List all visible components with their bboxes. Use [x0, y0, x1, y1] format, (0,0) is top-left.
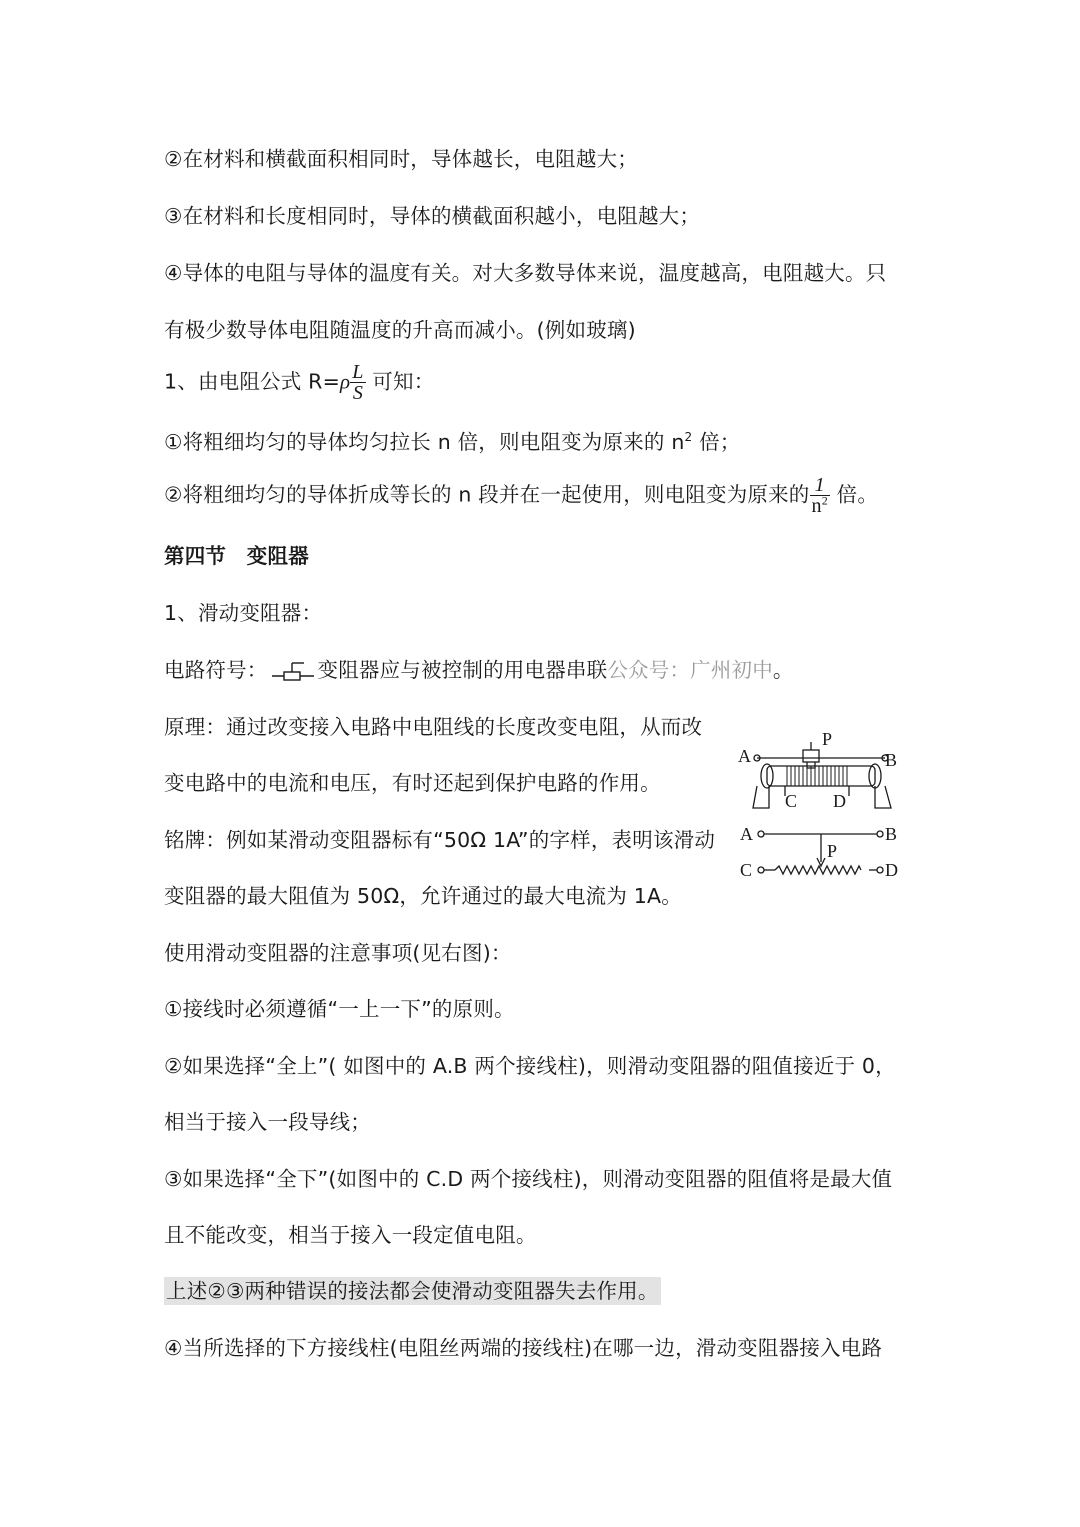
line7-den-sup: 2 [821, 493, 828, 508]
line7-den-n: n [811, 495, 822, 517]
text-line-11: 变电路中的电流和电压，有时还起到保护电路的作用。 [164, 771, 661, 795]
formula-fraction [350, 362, 365, 403]
section-heading: 第四节 变阻器 [164, 544, 309, 568]
text-line-21: ④当所选择的下方接线柱(电阻丝两端的接线柱)在哪一边，滑动变阻器接入电路 [164, 1336, 883, 1360]
resistance-formula-line [164, 362, 434, 403]
rheostat-drawing [753, 742, 891, 808]
watermark-text: 公众号：广州初中 [607, 658, 773, 682]
line7-numerator: 1 [810, 475, 830, 496]
text-line-16: ②如果选择“全上”( 如图中的 A.B 两个接线柱)，则滑动变阻器的阻值接近于 0， [164, 1054, 896, 1078]
fraction-denominator: S [352, 382, 364, 404]
schematic-label-a: A [740, 824, 753, 844]
rheostat-symbol-icon [272, 661, 314, 681]
text-line-17: 相当于接入一段导线； [164, 1110, 371, 1134]
text-line-4: 有极少数导体电阻随温度的升高而减小。(例如玻璃) [164, 318, 636, 342]
fraction-numerator: L [352, 361, 364, 383]
text-line-2: ③在材料和长度相同时，导体的横截面积越小，电阻越大； [164, 204, 701, 228]
highlighted-note [164, 1276, 661, 1306]
circuit-schematic [758, 831, 883, 874]
line7-denominator [810, 493, 830, 517]
text-line-8: 1、滑动变阻器： [164, 601, 323, 625]
formula-suffix: 可知： [365, 369, 435, 394]
text-line-7 [164, 475, 878, 516]
circuit-symbol-label: 电路符号： [164, 658, 268, 682]
rho-symbol: ρ [339, 369, 351, 394]
text-line-12: 铭牌：例如某滑动变阻器标有“50Ω 1A”的字样，表明该滑动 [164, 828, 716, 852]
line7-fraction [810, 475, 830, 516]
highlight-text: 上述②③两种错误的接法都会使滑动变阻器失去作用。 [166, 1279, 659, 1303]
line6-superscript: 2 [684, 430, 693, 445]
formula-prefix: 1、由电阻公式 R= [164, 369, 340, 394]
text-line-6 [164, 427, 740, 457]
line6-text: ①将粗细均匀的导体均匀拉长 n 倍，则电阻变为原来的 n [164, 430, 685, 454]
text-line-10: 原理：通过改变接入电路中电阻线的长度改变电阻，从而改 [164, 715, 703, 739]
line7-text: ②将粗细均匀的导体折成等长的 n 段并在一起使用，则电阻变为原来的 [164, 482, 810, 507]
schematic-label-d: D [885, 860, 898, 880]
text-line-15: ①接线时必须遵循“一上一下”的原则。 [164, 997, 515, 1021]
text-line-14: 使用滑动变阻器的注意事项(见右图)： [164, 941, 512, 965]
figure-label-b: B [885, 750, 898, 770]
series-connection-text: 变阻器应与被控制的用电器串联 [317, 658, 608, 682]
line7-suffix: 倍。 [829, 482, 879, 507]
text-line-1: ②在材料和横截面积相同时，导体越长，电阻越大； [164, 147, 638, 171]
figure-label-d: D [833, 791, 846, 811]
schematic-label-c: C [740, 860, 753, 880]
schematic-label-b: B [885, 824, 898, 844]
figure-label-p: P [822, 730, 833, 749]
line6-suffix: 倍； [692, 430, 741, 454]
schematic-label-p: P [827, 841, 838, 861]
text-line-3: ④导体的电阻与导体的温度有关。对大多数导体来说，温度越高，电阻越大。只 [164, 261, 887, 285]
text-line-18: ③如果选择“全下”(如图中的 C.D 两个接线柱)，则滑动变阻器的阻值将是最大值 [164, 1167, 893, 1191]
text-line-13: 变阻器的最大阻值为 50Ω，允许通过的最大电流为 1A。 [164, 884, 682, 908]
line9-period: 。 [772, 658, 794, 682]
text-line-19: 且不能改变，相当于接入一段定值电阻。 [164, 1223, 537, 1247]
sliding-rheostat-figure [735, 730, 910, 895]
text-line-9 [164, 655, 794, 685]
figure-label-a: A [738, 746, 751, 766]
figure-label-c: C [785, 791, 798, 811]
